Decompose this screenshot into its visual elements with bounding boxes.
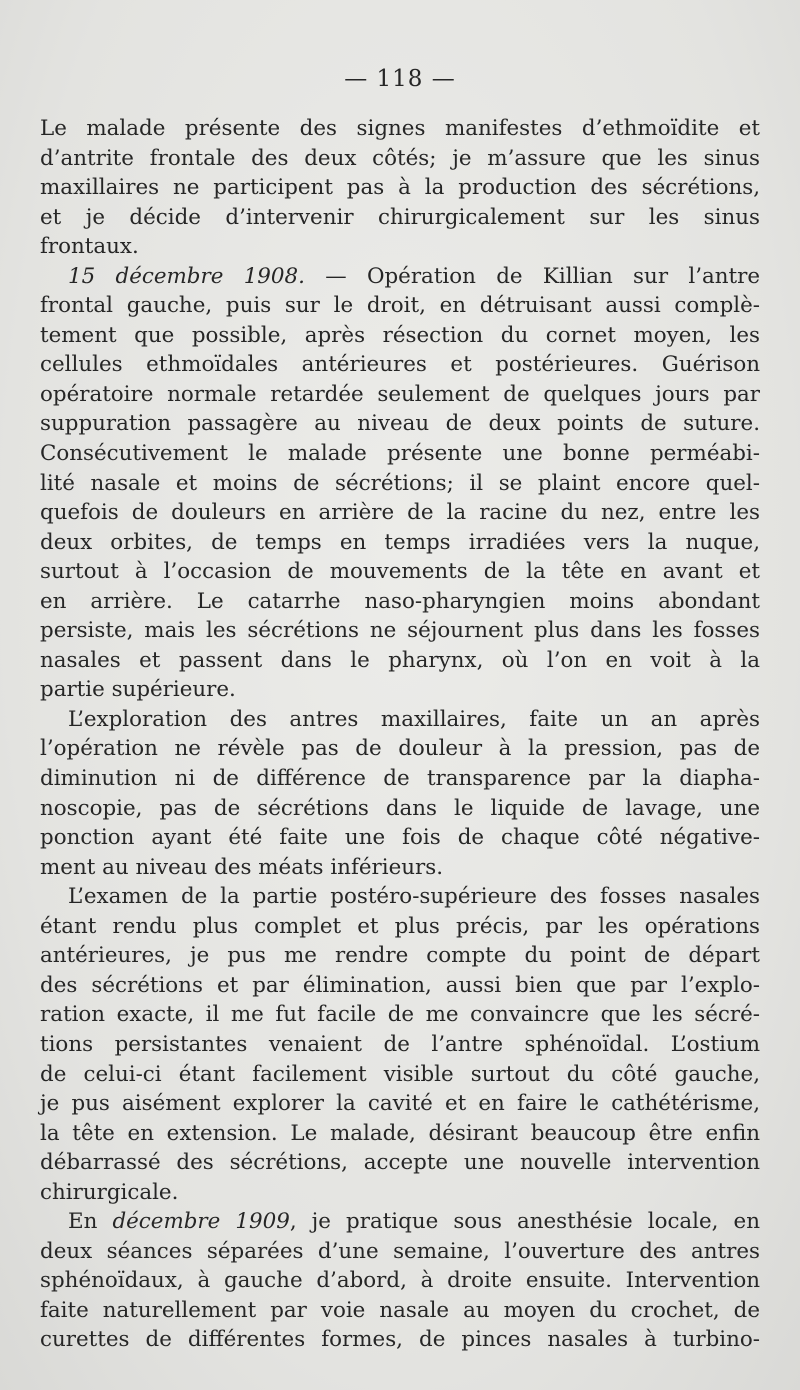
text-line: l’opération ne révèle pas de douleur à la pression, pas de — [40, 736, 760, 762]
text-line: nasales et passent dans le pharynx, où l’on en voit à la — [40, 647, 760, 673]
text-line: lité nasale et moins de sécrétions; il se plaint encore quel- — [40, 470, 760, 496]
text-line: faite naturellement par voie nasale au moyen du crochet, de — [40, 1297, 760, 1323]
text-line: chirurgicale. — [40, 1179, 179, 1205]
text-line: d’antrite frontale des deux côtés; je m’assure que les sinus — [40, 145, 760, 171]
text-line: L’examen de la partie postéro-supérieure des fosses nasales — [68, 884, 760, 910]
text-line: je pus aisément explorer la cavité et en faire le cathétérisme, — [40, 1091, 760, 1117]
text-line: partie supérieure. — [40, 677, 236, 703]
text-line: deux orbites, de temps en temps irradiées vers la nuque, — [40, 529, 760, 555]
text-line: L’exploration des antres maxillaires, faite un an après — [68, 706, 760, 732]
text-line: Consécutivement le malade présente une bonne perméabi- — [40, 441, 760, 467]
text-line: surtout à l’occasion de mouvements de la tête en avant et — [40, 559, 760, 585]
text-line: deux séances séparées d’une semaine, l’ouverture des antres — [40, 1238, 760, 1264]
text-line: ment au niveau des méats inférieurs. — [40, 854, 444, 880]
page-number: — 118 — — [344, 66, 456, 92]
text-line: tions persistantes venaient de l’antre sphénoïdal. L’ostium — [40, 1031, 760, 1057]
text-line: tement que possible, après résection du cornet moyen, les — [40, 322, 760, 348]
text-line: des sécrétions et par élimination, aussi bien que par l’explo- — [40, 972, 760, 998]
text-line: En décembre 1909, je pratique sous anesthésie locale, en — [68, 1209, 760, 1235]
text-line: antérieures, je pus me rendre compte du point de départ — [40, 943, 760, 969]
text-line: sphénoïdaux, à gauche d’abord, à droite ensuite. Intervention — [40, 1268, 760, 1294]
text-line: noscopie, pas de sécrétions dans le liquide de lavage, une — [40, 795, 760, 821]
text-line: opératoire normale retardée seulement de quelques jours par — [40, 381, 760, 407]
text-line: Le malade présente des signes manifestes d’ethmoïdite et — [40, 116, 760, 141]
text-line: étant rendu plus complet et plus précis, par les opérations — [40, 913, 760, 939]
date-italic: 15 décembre 1908. — [68, 263, 305, 289]
text-line: ration exacte, il me fut facile de me convaincre que les sécré- — [40, 1002, 760, 1028]
text-line: frontaux. — [40, 234, 139, 260]
text-line: maxillaires ne participent pas à la production des sécrétions, — [40, 175, 760, 201]
text-line: la tête en extension. Le malade, désirant beaucoup être enfin — [40, 1120, 760, 1146]
text-line: quefois de douleurs en arrière de la racine du nez, entre les — [40, 500, 760, 526]
text-line: persiste, mais les sécrétions ne séjournent plus dans les fosses — [40, 618, 760, 644]
text-line: frontal gauche, puis sur le droit, en détruisant aussi complè- — [40, 293, 760, 319]
text-line: débarrassé des sécrétions, accepte une nouvelle intervention — [40, 1150, 760, 1176]
text-line: suppuration passagère au niveau de deux points de suture. — [40, 411, 760, 437]
text-line: et je décide d’intervenir chirurgicalement sur les sinus — [40, 204, 760, 230]
body-text — [40, 114, 760, 1355]
text-line: de celui-ci étant facilement visible surtout du côté gauche, — [40, 1061, 760, 1087]
text-line: 15 décembre 1908. — Opération de Killian sur l’antre — [68, 263, 760, 289]
date-italic: décembre 1909 — [112, 1209, 290, 1235]
text-line: en arrière. Le catarrhe naso-pharyngien moins abondant — [40, 588, 760, 614]
text-line: diminution ni de différence de transparence par la diapha- — [40, 766, 760, 792]
text-line: curettes de différentes formes, de pinces nasales à turbino- — [40, 1327, 760, 1353]
text-line: cellules ethmoïdales antérieures et postérieures. Guérison — [40, 352, 760, 378]
text-line: ponction ayant été faite une fois de chaque côté négative- — [40, 825, 760, 851]
